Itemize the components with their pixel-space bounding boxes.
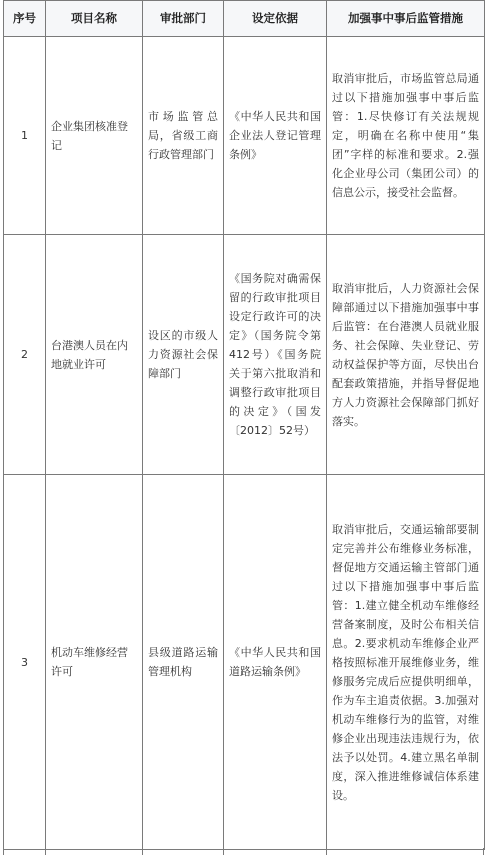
row-approval-dept: 设区的市级人力资源社会保障部门 [143, 235, 224, 475]
table-row [4, 37, 485, 235]
row-supervision-measures: 取消审批后，交通运输部要制定完善并公布维修业务标准，督促地方交通运输主管部门通过以下措施加强事中事后监管：1.建立健全机动车维修经营备案制度，及时公布相关信息。2.要求机动车维修企业严格按照标准开展维修业务，维修服务完成后应提供明细单，作为车主追责依据。3.加强对机动车维修行为的监管，对维修企业出现违法违规行为，依法予以处罚。4.建立黑名单制度，深入推进维修诚信体系建设。 [327, 475, 485, 850]
row-legal-basis: 《中华人民共和国道路运输条例》 [224, 475, 327, 850]
row-legal-basis: 《中华人民共和国企业法人登记管理条例》 [224, 37, 327, 235]
header-serial: 序号 [4, 1, 46, 37]
table-row [4, 475, 485, 850]
approval-items-table [3, 0, 485, 850]
row-approval-dept: 市场监管总局，省级工商行政管理部门 [143, 37, 224, 235]
row-project-name: 企业集团核准登记 [46, 37, 143, 235]
row-project-name: 机动车维修经营许可 [46, 475, 143, 850]
row-serial: 3 [4, 475, 46, 850]
next-row-edge [3, 848, 484, 855]
header-project-name: 项目名称 [46, 1, 143, 37]
header-approval-dept: 审批部门 [143, 1, 224, 37]
row-serial: 1 [4, 37, 46, 235]
row-serial: 2 [4, 235, 46, 475]
header-row [4, 1, 485, 37]
row-project-name: 台港澳人员在内地就业许可 [46, 235, 143, 475]
header-supervision-measures: 加强事中事后监管措施 [327, 1, 485, 37]
header-legal-basis: 设定依据 [224, 1, 327, 37]
row-legal-basis: 《国务院对确需保留的行政审批项目设定行政许可的决定》（国务院令第412号）《国务院关于第六批取消和调整行政审批项目的决定》（国发〔2012〕52号） [224, 235, 327, 475]
row-supervision-measures: 取消审批后，市场监管总局通过以下措施加强事中事后监管：1.尽快修订有关法规规定，明确在名称中使用“集团”字样的标准和要求。2.强化企业母公司（集团公司）的信息公示，接受社会监督。 [327, 37, 485, 235]
row-supervision-measures: 取消审批后，人力资源社会保障部通过以下措施加强事中事后监管：在台港澳人员就业服务、社会保障、失业登记、劳动权益保护等方面，尽快出台配套政策措施，并指导督促地方人力资源社会保障部门抓好落实。 [327, 235, 485, 475]
row-approval-dept: 县级道路运输管理机构 [143, 475, 224, 850]
table-row [4, 235, 485, 475]
